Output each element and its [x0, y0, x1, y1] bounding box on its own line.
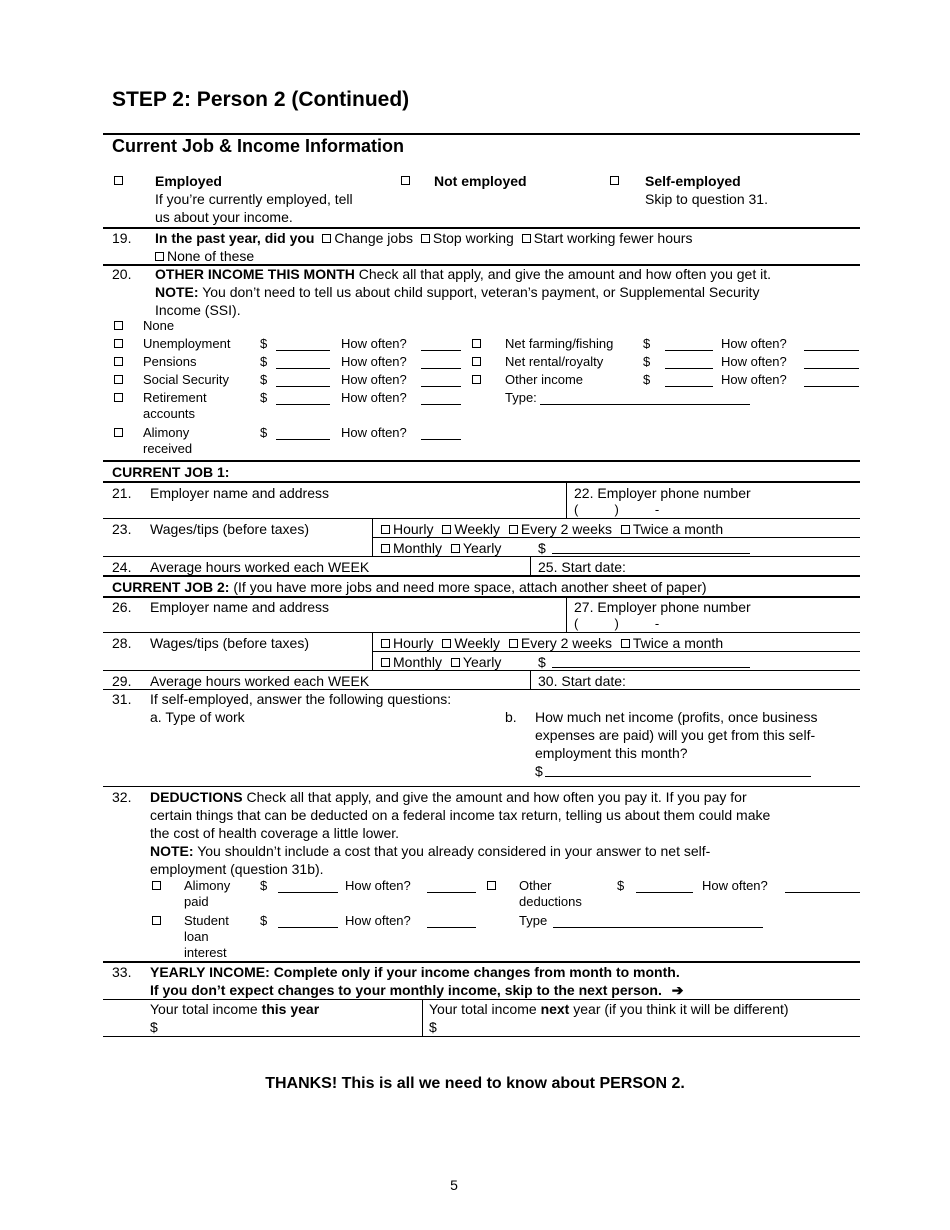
- other-income-type-label: Type:: [505, 390, 537, 405]
- q19-option: Stop working: [432, 230, 514, 246]
- q19-option: None of these: [167, 248, 255, 264]
- retirement-label: Retirement: [143, 390, 207, 405]
- job2-phone-label: 27. Employer phone number: [574, 599, 751, 615]
- q20-note-label: NOTE:: [155, 284, 199, 300]
- farming-checkbox[interactable]: [472, 339, 481, 348]
- alimony-paid-frequency[interactable]: [427, 892, 476, 893]
- job2-header-note: (If you have more jobs and need more space, attach another sheet of paper): [229, 579, 707, 595]
- q19-none-checkbox[interactable]: [155, 252, 164, 261]
- alimony-label: received: [143, 441, 193, 456]
- unemployment-amount[interactable]: [276, 350, 330, 351]
- pensions-checkbox[interactable]: [114, 357, 123, 366]
- job1-hourly-checkbox[interactable]: [381, 525, 390, 534]
- other-income-amount[interactable]: [665, 386, 713, 387]
- unemployment-label: Unemployment: [143, 336, 231, 351]
- job1-phone-label: 22. Employer phone number: [574, 485, 751, 501]
- retirement-label: accounts: [143, 406, 196, 421]
- job2-hours-label: Average hours worked each WEEK: [150, 673, 370, 689]
- job1-phone-field[interactable]: ( ) -: [574, 502, 660, 517]
- job2-weekly-checkbox[interactable]: [442, 639, 451, 648]
- student-loan-frequency[interactable]: [427, 927, 476, 928]
- arrow-right-icon: ➔: [671, 982, 684, 998]
- job1-yearly-checkbox[interactable]: [451, 544, 460, 553]
- job1-twice-month-checkbox[interactable]: [621, 525, 630, 534]
- other-income-frequency[interactable]: [804, 386, 859, 387]
- alimony-amount[interactable]: [276, 439, 330, 440]
- self-employed-checkbox[interactable]: [610, 176, 619, 185]
- section-title: Current Job & Income Information: [112, 136, 405, 156]
- q19-option: Start working fewer hours: [533, 230, 693, 246]
- retirement-amount[interactable]: [276, 404, 330, 405]
- q31-net-income-field[interactable]: [545, 776, 811, 777]
- rental-checkbox[interactable]: [472, 357, 481, 366]
- job2-biweekly-checkbox[interactable]: [509, 639, 518, 648]
- retirement-checkbox[interactable]: [114, 393, 123, 402]
- job2-hourly-checkbox[interactable]: [381, 639, 390, 648]
- pensions-frequency[interactable]: [421, 368, 461, 369]
- employed-label: Employed: [155, 173, 222, 189]
- q31-type-of-work-label: a. Type of work: [150, 709, 245, 725]
- farming-label: Net farming/fishing: [505, 336, 614, 351]
- job2-wages-label: Wages/tips (before taxes): [150, 635, 309, 651]
- q19-stop-working-checkbox[interactable]: [421, 234, 430, 243]
- self-employed-label: Self-employed: [645, 173, 741, 189]
- q19-fewer-hours-checkbox[interactable]: [522, 234, 531, 243]
- employed-note: us about your income.: [155, 209, 293, 225]
- retirement-frequency[interactable]: [421, 404, 461, 405]
- q19-prompt: In the past year, did you: [155, 230, 315, 246]
- alimony-label: Alimony: [143, 425, 190, 440]
- job1-hours-label: Average hours worked each WEEK: [150, 559, 370, 575]
- job1-wage-amount[interactable]: [552, 553, 750, 554]
- pensions-amount[interactable]: [276, 368, 330, 369]
- q32-title: DEDUCTIONS: [150, 789, 243, 805]
- q19-option: Change jobs: [334, 230, 413, 246]
- q20-note: Income (SSI).: [155, 302, 241, 318]
- self-employed-note: Skip to question 31.: [645, 191, 768, 207]
- job2-yearly-checkbox[interactable]: [451, 658, 460, 667]
- q31-net-income-question: How much net income (profits, once business: [535, 709, 818, 725]
- pensions-label: Pensions: [143, 354, 197, 369]
- alimony-paid-amount[interactable]: [278, 892, 338, 893]
- other-deductions-frequency[interactable]: [785, 892, 860, 893]
- job1-biweekly-checkbox[interactable]: [509, 525, 518, 534]
- q20-none-checkbox[interactable]: [114, 321, 123, 330]
- job1-start-date-label: 25. Start date:: [538, 559, 626, 575]
- page-number: 5: [450, 1177, 458, 1193]
- student-loan-checkbox[interactable]: [152, 916, 161, 925]
- job1-employer-name-label: Employer name and address: [150, 485, 329, 501]
- unemployment-frequency[interactable]: [421, 350, 461, 351]
- student-loan-amount[interactable]: [278, 927, 338, 928]
- job2-employer-name-label: Employer name and address: [150, 599, 329, 615]
- not-employed-checkbox[interactable]: [401, 176, 410, 185]
- q20-number: 20.: [112, 266, 132, 282]
- job2-header: CURRENT JOB 2:: [112, 579, 230, 595]
- q20-title: OTHER INCOME THIS MONTH: [155, 266, 355, 282]
- social-security-checkbox[interactable]: [114, 375, 123, 384]
- page-title: STEP 2: Person 2 (Continued): [112, 88, 410, 111]
- rental-amount[interactable]: [665, 368, 713, 369]
- other-income-type-field[interactable]: [540, 404, 750, 405]
- not-employed-label: Not employed: [434, 173, 527, 189]
- q20-instruction: Check all that apply, and give the amount and how often you get it.: [354, 266, 772, 282]
- other-income-checkbox[interactable]: [472, 375, 481, 384]
- farming-amount[interactable]: [665, 350, 713, 351]
- employed-note: If you’re currently employed, tell: [155, 191, 353, 207]
- other-deductions-type-field[interactable]: [553, 927, 763, 928]
- q20-none-label: None: [143, 318, 175, 333]
- alimony-received-checkbox[interactable]: [114, 428, 123, 437]
- job1-header: CURRENT JOB 1:: [112, 464, 230, 480]
- rental-frequency[interactable]: [804, 368, 859, 369]
- rental-label: Net rental/royalty: [505, 354, 604, 369]
- social-security-label: Social Security: [143, 372, 229, 387]
- job2-monthly-checkbox[interactable]: [381, 658, 390, 667]
- other-deductions-checkbox[interactable]: [487, 881, 496, 890]
- job2-twice-month-checkbox[interactable]: [621, 639, 630, 648]
- q31-prompt: If self-employed, answer the following questions:: [150, 691, 452, 707]
- other-deductions-amount[interactable]: [636, 892, 693, 893]
- this-year-income-field[interactable]: $: [150, 1019, 158, 1035]
- employed-checkbox[interactable]: [114, 176, 123, 185]
- social-security-amount[interactable]: [276, 386, 330, 387]
- farming-frequency[interactable]: [804, 350, 859, 351]
- q19-line: [155, 229, 692, 247]
- q20-note: You don’t need to tell us about child support, veteran’s payment, or Supplemental Security: [198, 284, 760, 300]
- thanks-message: THANKS! This is all we need to know about PERSON 2.: [265, 1075, 685, 1092]
- unemployment-checkbox[interactable]: [114, 339, 123, 348]
- job1-monthly-checkbox[interactable]: [381, 544, 390, 553]
- job2-phone-field[interactable]: ( ) -: [574, 616, 660, 631]
- job2-wage-amount[interactable]: [552, 667, 750, 668]
- other-income-label: Other income: [505, 372, 584, 387]
- q19-change-jobs-checkbox[interactable]: [322, 234, 331, 243]
- job1-wages-label: Wages/tips (before taxes): [150, 521, 309, 537]
- job2-start-date-label: 30. Start date:: [538, 673, 626, 689]
- social-security-frequency[interactable]: [421, 386, 461, 387]
- q33-title: YEARLY INCOME: Complete only if your income changes from month to month.: [150, 964, 680, 980]
- job1-weekly-checkbox[interactable]: [442, 525, 451, 534]
- next-year-income-field[interactable]: $: [429, 1019, 437, 1035]
- alimony-frequency[interactable]: [421, 439, 461, 440]
- q19-number: 19.: [112, 230, 132, 246]
- alimony-paid-checkbox[interactable]: [152, 881, 161, 890]
